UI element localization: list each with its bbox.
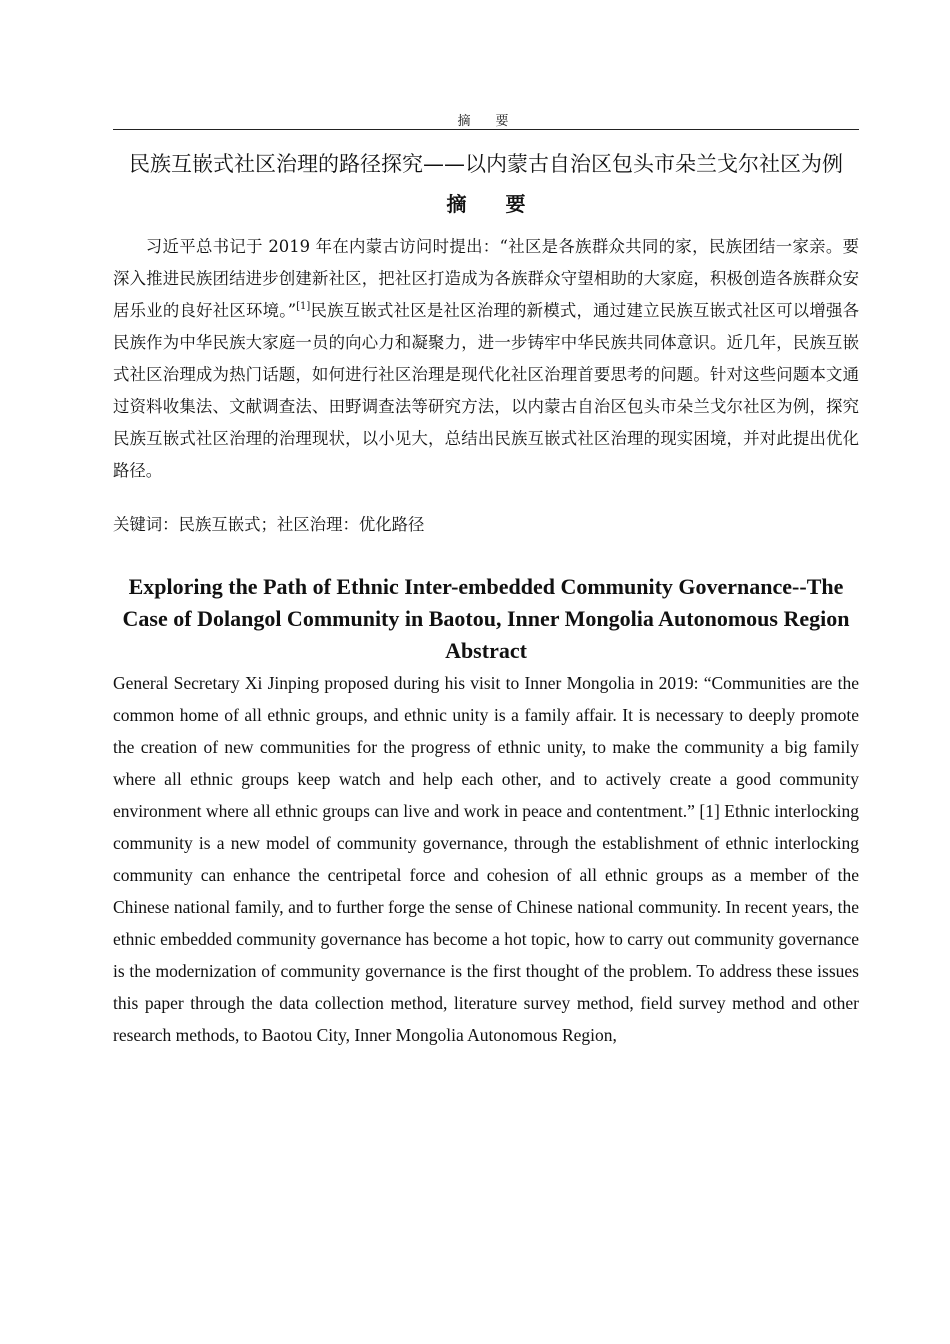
citation-marker: [1] <box>296 301 311 312</box>
english-title: Exploring the Path of Ethnic Inter-embedded Community Governance--The Case of Dolangol Community in Baotou, Inner Mongolia Autonomous Region <box>122 574 850 631</box>
page-body <box>113 148 859 1051</box>
english-abstract: General Secretary Xi Jinping proposed during his visit to Inner Mongolia in 2019: “Communities are the common home of all ethnic groups, and ethnic unity is a family affair. It is necessary to deeply promote the creation of new communities for the progress of ethnic unity, to make the community a big family where all ethnic groups keep watch and help each other, and to actively create a good community environment where all ethnic groups can live and work in peace and contentment.” [1] Ethnic interlocking community is a new model of community governance, through the establishment of ethnic interlocking community can enhance the centripetal force and cohesion of all ethnic groups as a member of the Chinese national family, and to further forge the sense of Chinese national community. In recent years, the ethnic embedded community governance has become a hot topic, how to carry out community governance is the modernization of community governance is the first thought of the problem. To address these issues this paper through the data collection method, literature survey method, field survey method and other research methods, to Baotou City, Inner Mongolia Autonomous Region, <box>113 673 859 1045</box>
chinese-abstract <box>113 231 859 487</box>
chinese-title: 民族互嵌式社区治理的路径探究——以内蒙古自治区包头市朵兰戈尔社区为例 <box>129 152 843 176</box>
chinese-abstract-heading: 摘 要 <box>446 192 542 216</box>
english-abstract-heading: Abstract <box>445 638 527 663</box>
chinese-abstract-part1: 习近平总书记于 2019 年在内蒙古访问时提出：“社区是各族群众共同的家，民族团结一家亲。要深入推进民族团结进步创建新社区，把社区打造成为各族群众守望相助的大家庭，积极创造各族群众安居乐业的良好社区环境。” <box>113 237 859 320</box>
running-header: 摘 要 <box>457 114 515 129</box>
header-rule <box>113 129 859 130</box>
chinese-abstract-part2: 民族互嵌式社区是社区治理的新模式，通过建立民族互嵌式社区可以增强各民族作为中华民族大家庭一员的向心力和凝聚力，进一步铸牢中华民族共同体意识。近几年，民族互嵌式社区治理成为热门话题，如何进行社区治理是现代化社区治理首要思考的问题。针对这些问题本文通过资料收集法、文献调查法、田野调查法等研究方法，以内蒙古自治区包头市朵兰戈尔社区为例，探究民族互嵌式社区治理的治理现状，以小见大，总结出民族互嵌式社区治理的现实困境，并对此提出优化路径。 <box>113 301 859 480</box>
chinese-keywords: 关键词：民族互嵌式；社区治理：优化路径 <box>113 515 425 534</box>
